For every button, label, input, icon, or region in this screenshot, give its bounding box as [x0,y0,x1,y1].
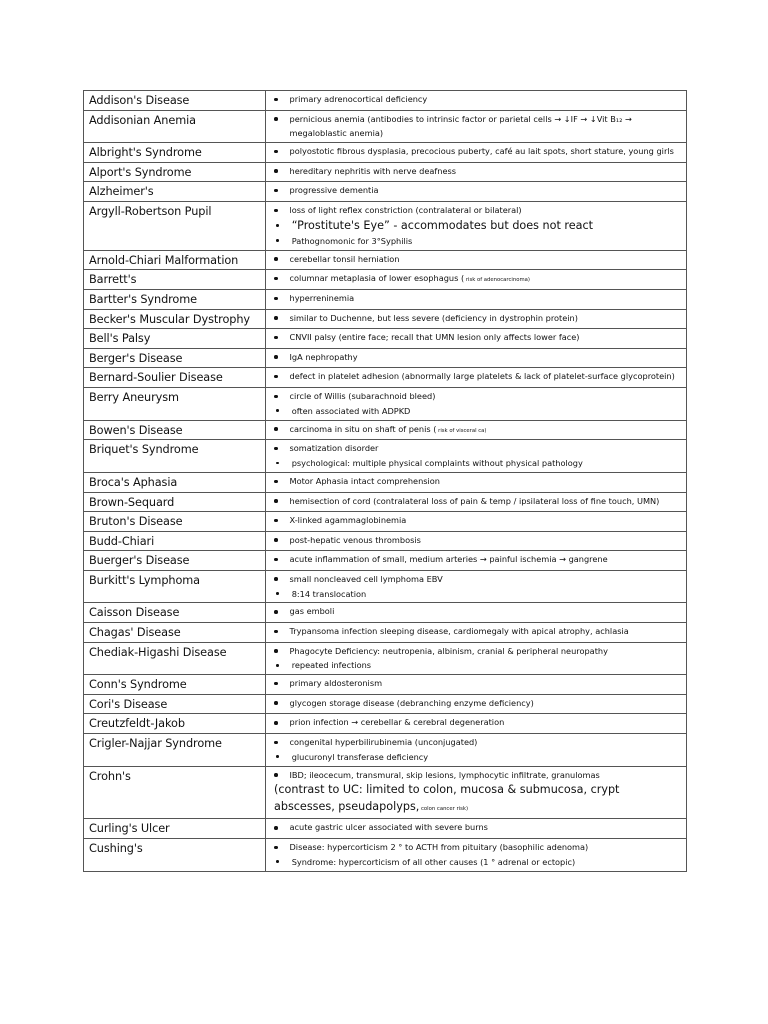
table-row [84,694,687,714]
definition-text: Pathognomonic for 3°Syphilis [291,235,413,246]
definition-cell [266,675,687,695]
term-cell: Chagas' Disease [84,623,266,643]
definition-text: primary adrenocortical deficiency [289,94,428,104]
definition-text: CNVII palsy (entire face; recall that UMN lesion only affects lower face) [289,332,580,343]
bullet-line [274,572,682,587]
bullet-line [274,676,682,691]
definition-text: Syndrome: hypercorticism of all other causes (1 ° adrenal or ectopic) [291,856,576,867]
bullet-icon [274,169,278,173]
table-row [84,143,687,163]
bullet-icon [274,277,278,281]
table-row [84,162,687,182]
bullet-icon [274,701,278,705]
bullet-icon [274,721,278,725]
definition-text: psychological: multiple physical complaints without physical pathology [291,458,583,469]
bullet-line [274,820,682,835]
bullet-line [274,311,682,326]
definition-text: post-hepatic venous thrombosis [289,534,421,545]
term-cell: Cori's Disease [84,694,266,714]
definition-cell [266,531,687,551]
bullet-line [274,624,682,639]
bullet-line [274,715,682,730]
definition-line [292,234,682,249]
table-body [84,91,687,872]
bullet-line [274,735,682,750]
term-cell: Buerger's Disease [84,551,266,571]
definition-line [290,311,683,326]
definition-text: Disease: hypercorticism 2 ° to ACTH from pituitary (basophilic adenoma) [289,842,589,853]
bullet-icon [274,355,278,359]
term-cell: Berger's Disease [84,348,266,368]
definition-note: risk of visceral ca) [436,427,487,434]
table-row [84,819,687,839]
definition-cell [266,201,687,250]
bullet-icon [274,150,278,154]
definition-line [290,330,683,345]
definition-cell [266,162,687,182]
definition-cell [266,270,687,290]
bullet-icon [274,577,278,581]
bullet-line [274,587,682,602]
table-row [84,512,687,532]
bullet-icon [274,257,278,261]
term-cell: Cushing's [84,839,266,872]
definition-text: IBD; ileocecum, transmural, skip lesions, lymphocytic infiltrate, granulomas [289,769,600,780]
bullet-line [274,513,682,528]
table-row [84,110,687,143]
table-row [84,420,687,440]
definition-cell [266,551,687,571]
bullet-line [274,164,682,179]
definition-line [290,291,683,306]
definition-text: congenital hyperbilirubinemia (unconjugated) [289,737,478,748]
bullet-line [274,389,682,404]
definition-cell [266,472,687,492]
term-cell: Creutzfeldt-Jakob [84,714,266,734]
bullet-icon [274,682,278,686]
definition-line [290,572,683,587]
table-row [84,309,687,329]
bullet-line [274,350,682,365]
term-cell: Bell's Palsy [84,329,266,349]
definition-text: gas emboli [289,606,335,617]
table-row [84,289,687,309]
definition-cell [266,694,687,714]
term-cell: Addison's Disease [84,91,266,111]
term-cell: Bernard-Soulier Disease [84,368,266,388]
table-row [84,270,687,290]
table-row [84,250,687,270]
definition-cell [266,387,687,420]
bullet-icon [276,860,279,863]
definition-line [290,552,683,567]
bullet-icon [274,395,278,399]
term-cell: Chediak-Higashi Disease [84,642,266,675]
term-cell: Crigler-Najjar Syndrome [84,734,266,767]
disease-table [83,90,687,872]
bullet-icon [274,336,278,340]
bullet-icon [274,649,278,653]
definition-text: hereditary nephritis with nerve deafness [289,165,457,176]
definition-line [290,696,683,711]
table-row [84,368,687,388]
bullet-icon [274,375,278,379]
term-cell: Albright's Syndrome [84,143,266,163]
term-cell: Briquet's Syndrome [84,440,266,473]
definition-text: often associated with ADPKD [291,405,411,416]
definition-text: primary aldosteronism [289,678,383,689]
definition-line [290,494,683,509]
definition-line [290,252,683,267]
definition-cell [266,250,687,270]
term-cell: Bowen's Disease [84,420,266,440]
bullet-icon [274,297,278,301]
table-row [84,839,687,872]
definition-line [290,203,683,218]
definition-line [290,624,683,639]
bullet-icon [274,447,278,451]
definition-cell [266,603,687,623]
bullet-line [274,112,682,142]
bullet-line [274,203,682,218]
bullet-line [274,218,682,234]
definition-cell [266,289,687,309]
definition-text: pernicious anemia (antibodies to intrinsic factor or parietal cells → ↓IF → ↓Vit B₁₂ → megaloblastic anemia) [289,113,632,139]
table-row [84,492,687,512]
bullet-icon [274,826,278,830]
definition-text: polyostotic fibrous dysplasia, precocious puberty, café au lait spots, short stature, young girls [289,146,674,157]
definition-line [292,855,682,870]
definition-text: similar to Duchenne, but less severe (deficiency in dystrophin protein) [289,312,578,323]
bullet-icon [274,773,278,777]
bullet-line [274,183,682,198]
bullet-line [274,369,682,384]
bullet-icon [276,664,279,667]
term-cell: Broca's Aphasia [84,472,266,492]
definition-text: X-linked agammaglobinemia [289,515,407,526]
table-row [84,551,687,571]
term-cell: Brown-Sequard [84,492,266,512]
bullet-icon [274,741,278,745]
term-cell: Arnold-Chiari Malformation [84,250,266,270]
bullet-icon [276,755,279,758]
table-row [84,201,687,250]
bullet-line [274,234,682,249]
bullet-icon [274,98,278,102]
bullet-line [274,474,682,489]
bullet-line [274,271,682,288]
definition-text: defect in platelet adhesion (abnormally large platelets & lack of platelet-surface glycoprotein) [289,371,675,382]
definition-cell [266,766,687,819]
table-row [84,91,687,111]
definition-text: acute inflammation of small, medium arteries → painful ischemia → gangrene [289,554,608,565]
definition-cell [266,714,687,734]
definition-cell [266,182,687,202]
definition-cell [266,819,687,839]
term-cell: Burkitt's Lymphoma [84,570,266,603]
definition-line [292,404,682,419]
definition-cell [266,440,687,473]
definition-line [292,658,682,673]
bullet-line [274,552,682,567]
definition-line [290,164,683,179]
definition-cell [266,348,687,368]
term-cell: Budd-Chiari [84,531,266,551]
bullet-icon [274,846,278,850]
definition-line [290,92,683,107]
table-row [84,603,687,623]
definition-line [290,389,683,404]
definition-text: Phagocyte Deficiency: neutropenia, albinism, cranial & peripheral neuropathy [289,645,608,656]
bullet-icon [274,480,278,484]
bullet-icon [276,462,279,465]
bullet-icon [276,592,279,595]
definition-text: circle of Willis (subarachnoid bleed) [289,390,436,401]
definition-text: (contrast to UC: limited to colon, mucosa & submucosa, crypt abscesses, pseudapolyps, [274,783,620,813]
definition-line [290,112,683,142]
definition-line [290,644,683,659]
definition-line [290,183,683,198]
definition-text: hemisection of cord (contralateral loss of pain & temp / ipsilateral loss of fine touch, UMN) [289,495,660,506]
table-row [84,623,687,643]
term-cell: Bartter's Syndrome [84,289,266,309]
definition-cell [266,642,687,675]
term-cell: Alzheimer's [84,182,266,202]
bullet-line [274,92,682,107]
definition-text: glycogen storage disease (debranching enzyme deficiency) [289,697,534,708]
definition-cell [266,420,687,440]
definition-cell [266,91,687,111]
bullet-line [274,144,682,159]
bullet-line [274,330,682,345]
table-row [84,675,687,695]
bullet-line [274,840,682,855]
definition-line [290,820,683,835]
table-row [84,440,687,473]
definition-text: “Prostitute's Eye” - accommodates but does not react [291,218,594,232]
definition-line [290,513,683,528]
bullet-icon [274,558,278,562]
definition-cell [266,143,687,163]
bullet-icon [274,499,278,503]
definition-line [292,750,682,765]
table-row [84,329,687,349]
definition-text: cerebellar tonsil herniation [289,253,400,264]
bullet-icon [274,209,278,213]
definition-line [290,271,683,288]
table-row [84,531,687,551]
term-cell: Crohn's [84,766,266,819]
definition-line [290,350,683,365]
definition-line [290,676,683,691]
definition-line [292,587,682,602]
definition-text: prion infection → cerebellar & cerebral degeneration [289,717,505,728]
definition-text: repeated infections [291,660,372,671]
bullet-line [274,291,682,306]
term-cell: Bruton's Disease [84,512,266,532]
definition-cell [266,492,687,512]
bullet-line [274,855,682,870]
bullet-line [274,768,682,783]
bullet-icon [274,519,278,523]
bullet-icon [274,117,278,121]
term-cell: Conn's Syndrome [84,675,266,695]
bullet-line [274,456,682,471]
definition-line [290,840,683,855]
bullet-line [274,644,682,659]
definition-line [290,422,683,439]
table-row [84,570,687,603]
definition-text: 8:14 translocation [291,588,367,599]
definition-line [292,456,682,471]
definition-text: progressive dementia [289,185,379,196]
bullet-line [274,533,682,548]
definition-text: hyperreninemia [289,292,355,303]
bullet-line [274,494,682,509]
definition-line [290,604,683,619]
bullet-line [274,604,682,619]
bullet-icon [274,630,278,634]
definition-cell [266,368,687,388]
definition-line [290,474,683,489]
definition-cell [266,734,687,767]
bullet-line [274,404,682,419]
term-cell: Becker's Muscular Dystrophy [84,309,266,329]
bullet-icon [274,610,278,614]
bullet-icon [274,538,278,542]
definition-text: small noncleaved cell lymphoma EBV [289,573,443,584]
term-cell: Alport's Syndrome [84,162,266,182]
definition-line [290,715,683,730]
definition-cell [266,329,687,349]
definition-cell [266,512,687,532]
term-cell: Addisonian Anemia [84,110,266,143]
table-row [84,472,687,492]
bullet-line [274,252,682,267]
term-cell: Barrett's [84,270,266,290]
definition-text: Trypansoma infection sleeping disease, cardiomegaly with apical atrophy, achlasia [289,626,629,637]
definition-cell [266,110,687,143]
bullet-icon [276,409,279,412]
definition-text: acute gastric ulcer associated with severe burns [289,822,488,833]
bullet-line [274,658,682,673]
bullet-line [274,422,682,439]
table-row [84,766,687,819]
definition-note: risk of adenocarcinoma) [464,277,530,284]
bullet-icon [276,224,279,227]
bullet-icon [274,316,278,320]
term-cell: Argyll-Robertson Pupil [84,201,266,250]
bullet-icon [276,239,279,242]
definition-line [290,533,683,548]
table-row [84,714,687,734]
table-row [84,642,687,675]
table-row [84,387,687,420]
definition-note: colon cancer risk) [419,805,469,812]
definition-text: IgA nephropathy [289,351,358,362]
table-row [84,348,687,368]
definition-text: columnar metaplasia of lower esophagus ( [289,273,465,284]
bullet-line [274,696,682,711]
definition-text: carcinoma in situ on shaft of penis ( [289,423,437,434]
definition-cell [266,839,687,872]
definition-line [290,768,683,783]
definition-cell [266,623,687,643]
term-cell: Berry Aneurysm [84,387,266,420]
table-row [84,734,687,767]
definition-text: somatization disorder [289,443,379,454]
bullet-icon [274,427,278,431]
definition-text: Motor Aphasia intact comprehension [289,475,440,486]
term-cell: Caisson Disease [84,603,266,623]
definition-line [290,369,683,384]
definition-cell [266,570,687,603]
table-row [84,182,687,202]
definition-continuation [274,782,682,817]
definition-text: loss of light reflex constriction (contralateral or bilateral) [289,204,522,215]
bullet-icon [274,189,278,193]
term-cell: Curling's Ulcer [84,819,266,839]
definition-line [292,218,682,234]
definition-cell [266,309,687,329]
definition-text: glucuronyl transferase deficiency [291,751,429,762]
definition-line [290,144,683,159]
bullet-line [274,750,682,765]
bullet-line [274,441,682,456]
definition-line [290,735,683,750]
definition-line [290,441,683,456]
